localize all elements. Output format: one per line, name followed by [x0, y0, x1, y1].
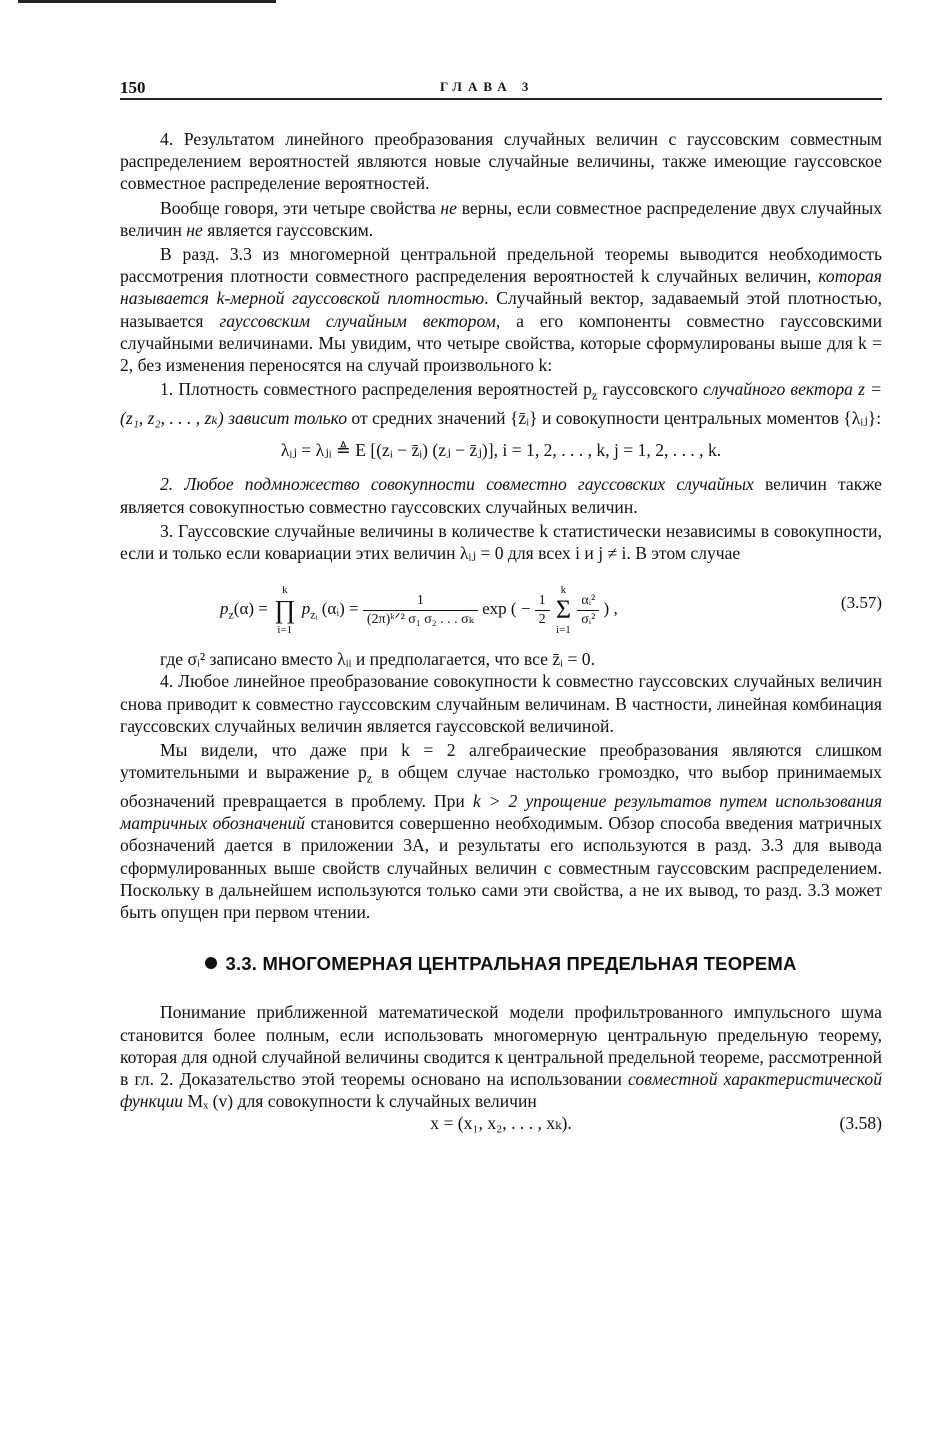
equation-3-58	[120, 1112, 882, 1138]
paragraph-matrix-notation: Мы видели, что даже при k = 2 алгебраические преобразования являются слишком утомительными и выражение $p_z$ в общем случае настолько громоздко, что выбор принимаемых обозначений превращается в проблему. При k > 2 упрощение результатов путем использования матричных обозначений становится совершенно необходимым. Обзор способа введения матричных обозначений дается в приложении 3А, и результаты его используются в разд. 3.3 для вывода сформулированных выше свойств случайных величин с совместным гауссовским распределением. Поскольку в дальнейшем используются только сами эти свойства, а не их вывод, то разд. 3.3 может быть опущен при первом чтении.	[120, 739, 883, 922]
list-item-1: 1. Плотность совместного распределения вероятностей $p_z$ гауссовского случайного вектора z = (z₁, z₂, . . . , zₖ) зависит только от средних значений {z̄ᵢ} и совокупности центральных моментов {λᵢⱼ}:	[120, 379, 883, 428]
sum-operator: k Σ i=1	[555, 584, 571, 637]
equation-number-3-58: (3.58)	[839, 1113, 882, 1134]
paragraph-section-intro: Понимание приближенной математической модели профильтрованного импульсного шума становится более полным, если использовать многомерную центральную предельную теорему, которая для одной случайной величины сводится к центральной предельной теореме, рассмотренной в гл. 2. Доказательство этой теоремы основано на использовании совместной характеристической функции Mₓ (v) для совокупности k случайных величин	[120, 1002, 882, 1112]
chapter-title: ГЛАВА 3	[440, 79, 535, 94]
formula-lambda: λᵢⱼ = λⱼᵢ ≜ E [(zᵢ − z̄ᵢ) (zⱼ − z̄ⱼ)], i = 1, 2, . . . , k, j = 1, 2, . . . , k.	[280, 440, 722, 461]
equation-3-58-body: x = (x₁, x₂, . . . , xₖ).	[430, 1113, 572, 1134]
equation-number-3-57: (3.57)	[840, 593, 882, 613]
paragraph-general-remark: Вообще говоря, эти четыре свойства не верны, если совместное распределение двух случайных величин не является гауссовским.	[120, 197, 882, 240]
paragraph-k-dimensional: В разд. 3.3 из многомерной центральной предельной теоремы выводится необходимость рассмотрения плотности совместного распределения вероятностей k случайных величин, которая называется k-мерной гауссовской плотностью. Случайный вектор, задаваемый этой плотностью, называется гауссовским случайным вектором, а его компоненты совместно гауссовскими случайными величинами. Мы увидим, что четыре свойства, которые сформулированы выше для k = 2, без изменения переносятся на случай произвольного k:	[120, 244, 882, 376]
product-operator: k ∏ i=1	[274, 584, 296, 637]
page-number: 150	[120, 78, 146, 97]
book-page	[120, 72, 882, 1138]
fraction-normalizer: $\frac{1}{\text{(2π)ᵏᐟ² σ₁ σ₂ . . . σₖ}}$	[363, 592, 478, 629]
fraction-term: $\frac{\text{αᵢ²}}{\text{σᵢ²}}$	[577, 592, 599, 629]
page-header	[120, 72, 882, 100]
list-item-4: 4. Любое линейное преобразование совокупности k совместно гауссовских случайных величин снова приводит к совместно гауссовским случайным величинам. В частности, линейная комбинация гауссовских случайных величин является гауссовской величиной.	[120, 671, 882, 736]
fraction-half: $\frac{1}{2}$	[535, 592, 550, 629]
equation-3-57	[120, 570, 882, 638]
bullet-icon	[205, 957, 217, 969]
list-item-2: 2. Любое подмножество совокупности совместно гауссовских случайных величин также является совокупностью совместно гауссовских случайных величин.	[120, 474, 882, 517]
equation-3-57-body: $p_z(\alpha)$ = k ∏ i=1 $p_{zᵢ}$ (αᵢ) = $\frac{1}{\text{(2π)ᵏᐟ² σ₁ σ₂ . . . σₖ}}$ exp ( − $\frac{1}{2}$ k Σ i=1 $\frac{\text{αᵢ²}}{\text{σᵢ²}}$ ) ,	[220, 584, 618, 637]
paragraph-after-equation: где σᵢ² записано вместо λᵢᵢ и предполагается, что все z̄ᵢ = 0.	[160, 649, 595, 670]
section-heading: 3.3. МНОГОМЕРНАЯ ЦЕНТРАЛЬНАЯ ПРЕДЕЛЬНАЯ ТЕОРЕМА	[120, 953, 882, 975]
list-item-3: 3. Гауссовские случайные величины в количестве k статистически независимы в совокупности, если и только если ковариации этих величин λᵢⱼ = 0 для всех i и j ≠ i. В этом случае	[120, 520, 882, 563]
body-text	[120, 128, 882, 1138]
top-rule	[18, 0, 276, 3]
paragraph-property-4: 4. Результатом линейного преобразования случайных величин с гауссовским совместным распределением вероятностей являются новые случайные величины, также имеющие гауссовское совместное распределение вероятностей.	[120, 129, 882, 194]
